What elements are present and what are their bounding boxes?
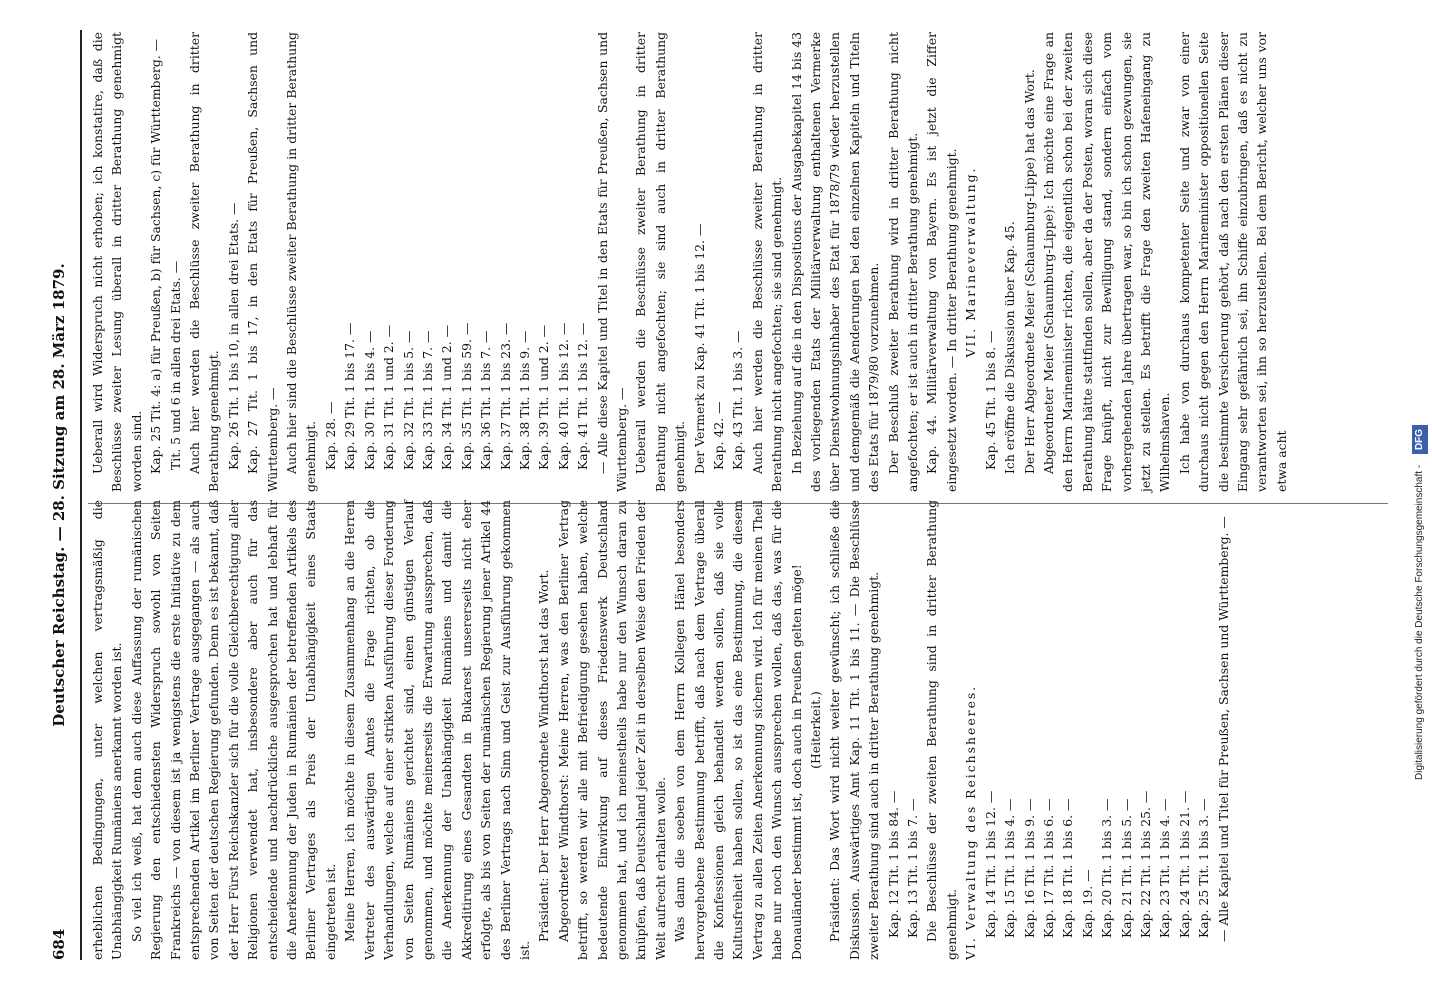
list-item: Kap. 13 Tit. 1 bis 7. — [905, 798, 921, 938]
list-item: Kap. 21 Tit. 1 bis 5. — [1118, 798, 1134, 938]
paragraph: Auch hier werden die Beschlüsse zweiter Berathung in dritter Berathung nicht angefochten; sie sind genehmigt. [749, 32, 785, 492]
list-item: Kap. 37 Tit. 1 bis 23. — [497, 322, 513, 470]
list-item: Kap. 33 Tit. 1 bis 7. — [419, 330, 435, 470]
list-item: Kap. 29 Tit. 1 bis 17. — [342, 322, 358, 470]
page-header [50, 30, 76, 960]
paragraph: Auch hier werden die Beschlüsse zweiter Berathung in dritter Berathung genehmigt. [187, 32, 222, 492]
section-heading: VI. Verwaltung des Reichsheeres. [963, 684, 979, 960]
list-item: Kap. 30 Tit. 1 bis 4. — [361, 330, 377, 470]
list-item: Kap. 18 Tit. 1 bis 6. — [1060, 798, 1076, 938]
paragraph: So viel ich weiß, hat denn auch diese Auffassung der rumänischen Regierung den entschiedensten Widerspruch sowohl von Seiten Frankreichs — von diesem ist ja wenigstens die erste Initiative zu dem entsprechenden Artikel im Berliner Vertrage ausgegangen — als auch von Seiten der deutschen Regierung gefunden. Denn es ist bekannt, daß der Herr Fürst Reichskanzler sich für die volle Gleichberechtigung aller Religionen verwendet hat, insbesondere aber auch für das entscheidende und nachdrückliche ausgesprochen hat und lebhaft für die Anerkennung der Juden in Rumänien der betreffenden Artikels des Berliner Vertrages als Preis der Unabhängigkeit eines Staats eingetreten ist. [128, 500, 338, 960]
paragraph: Auch hier sind die Beschlüsse zweiter Berathung in dritter Berathung genehmigt. [284, 32, 319, 492]
paragraph: erheblichen Bedingungen, unter welchen vertragsmäßig die Unabhängigkeit Rumäniens anerkannt worden ist. [90, 500, 125, 960]
list-item: Kap. 40 Tit. 1 bis 12. — [555, 322, 571, 470]
paragraph: Kap. 25 Tit. 4: a) für Preußen, b) für Sachsen, c) für Württemberg. — [148, 38, 164, 474]
list-item: Kap. 22 Tit. 1 bis 25. — [1137, 790, 1153, 938]
digitization-notice: Digitalisierung gefördert durch die Deutsche Forschungsgemeinschaft - [1414, 464, 1425, 780]
list-item: Kap. 39 Tit. 1 und 2. — [536, 324, 552, 470]
paragraph: Abgeordneter Windthorst: Meine Herren, was den Berliner Vertrag betrifft, so werden wir alle mit Befriedigung gesehen haben, welche bedeutende Einwirkung auf dieses Friedenswerk Deutschland genommen hat, und ich meinestheils habe nur den Wunsch daran zu knüpfen, daß Deutschland jeder Zeit in derselben Weise den Frieden der Welt aufrecht erhalten wolle. [555, 500, 668, 960]
page-title: Deutscher Reichstag. — 28. Sitzung am 28. März 1879. [50, 263, 68, 727]
paragraph: Die Beschlüsse der zweiten Berathung sind in dritter Berathung genehmigt. [924, 500, 959, 960]
paragraph: Was dann die soeben von dem Herrn Kollegen Hänel besonders hervorgehobene Bestimmung betrifft, daß nach dem Vertrage überall die Konfessionen gleich behandelt werden sollen, daß sie volle Kultusfreiheit haben sollen, so ist das eine Bestimmung, die diesem Vertrag zu allen Zeiten Anerkennung sichern wird. Ich für meinen Theil habe nur noch den Wunsch aussprechen wollen, daß das, was für die Donauländer bestimmt ist, doch auch in Preußen gelten möge! [672, 500, 804, 960]
paragraph: Der Herr Abgeordnete Meier (Schaumburg-Lippe) hat das Wort. [1021, 69, 1037, 474]
paragraph: Präsident: Der Herr Abgeordnete Windthorst hat das Wort. [536, 569, 552, 942]
list-item: Kap. 16 Tit. 1 bis 9. — [1021, 798, 1037, 938]
list-item: Kap. 23 Tit. 1 bis 4. — [1157, 798, 1173, 938]
list-item: Kap. 42. — [711, 401, 726, 470]
digitization-sidebar [1408, 0, 1432, 1000]
paragraph: Präsident: Das Wort wird nicht weiter gewünscht; ich schließe die Diskussion. Auswärtiges Amt Kap. 11 Tit. 1 bis 11. — Die Beschlüsse zweiter Berathung sind auch in dritter Berathung genehmigt. [827, 500, 882, 960]
page-number: 684 [50, 928, 68, 960]
list-item: Kap. 34 Tit. 1 und 2. — [439, 324, 455, 470]
list-item: Kap. 32 Tit. 1 bis 5. — [400, 330, 416, 470]
list-item: Kap. 28. — [322, 401, 338, 470]
list-item: Kap. 38 Tit. 1 bis 9. — [516, 330, 532, 470]
header-rule [80, 30, 82, 960]
paragraph: Kap. 44. Militärverwaltung von Bayern. Es ist jetzt die Ziffer eingesetzt worden. — In dritter Berathung genehmigt. [924, 32, 959, 492]
paragraph: Meine Herren, ich möchte in diesem Zusammenhang an die Herren Vertreter des auswärtigen Amtes die Frage richten, ob die Verhandlungen, welche auf einer strikten Ausführung dieser Forderung von Seiten Rumäniens gerichtet sind, einen günstigen Verlauf genommen, und möchte meinerseits die Erwartung aussprechen, daß die Anerkennung der Unabhängigkeit Rumäniens und damit die Akkreditirung eines Gesandten in Bukarest unsererseits nicht eher erfolgte, als bis von Seiten der rumänischen Regierung jener Artikel 44 des Berliner Vertrags nach Sinn und Geist zur Ausführung gekommen ist. [342, 500, 532, 960]
paragraph: Abgeordneter Meier (Schaumburg-Lippe): Ich möchte eine Frage an den Herrn Marineminister richten, die eigentlich schon bei der zweiten Berathung hätte stattfinden sollen, aber da der Posten, woran sich diese Frage knüpft, nicht zur Bewilligung stand, sondern einfach vom vorhergehenden Jahre übertragen war, so bin ich schon gezwungen, sie jetzt zu stellen. Es betrifft die Frage den zweiten Hafeneingang zu Wilhelmshaven. [1040, 32, 1173, 492]
paragraph: Ueberall wird Widerspruch nicht erhoben; ich konstatire, daß die Beschlüsse zweiter Lesung überall in dritter Berathung genehmigt worden sind. [90, 32, 144, 492]
list-item: Kap. 24 Tit. 1 bis 21. — [1176, 790, 1192, 938]
list-item: Kap. 43 Tit. 1 bis 3. — [730, 330, 746, 470]
right-column [88, 32, 1291, 492]
paragraph: Kap. 27 Tit. 1 bis 17, in den Etats für Preußen, Sachsen und Württemberg. — [245, 32, 280, 492]
list-item: Kap. 35 Tit. 1 bis 59. — [458, 322, 474, 470]
list-item: Kap. 26 Tit. 1 bis 10, in allen drei Etats. — [225, 202, 241, 470]
list-item: Kap. 36 Tit. 1 bis 7. — [478, 330, 494, 470]
list-item: Kap. 17 Tit. 1 bis 6. — [1040, 798, 1056, 938]
sidebar-rotated [1408, 0, 1432, 1000]
paragraph: In Beziehung auf die in den Dispositions der Ausgabekapitel 14 bis 43 des vorliegenden Etats der Militärverwaltung enthaltenen Vermerke über Dienstwohnungsinhaber des Etat für 1878/79 wieder herzustellen und demgemäß die Aenderungen bei den einzelnen Kapiteln und Titeln des Etats für 1879/80 vorzunehmen. [788, 32, 882, 492]
list-item: Kap. 20 Tit. 1 bis 3. — [1099, 798, 1115, 938]
paragraph: — Alle Kapitel und Titel für Preußen, Sachsen und Württemberg. — [1215, 516, 1231, 942]
list-item: Kap. 12 Tit. 1 bis 84. — [885, 790, 901, 938]
list-item: Kap. 19. — [1079, 869, 1095, 938]
paragraph: — Alle diese Kapitel und Titel in den Etats für Preußen, Sachsen und Württemberg. — [594, 32, 629, 492]
list-item: Kap. 15 Tit. 1 bis 4. — [1002, 798, 1018, 938]
list-item: Tit. 5 und 6 in allen drei Etats. — [167, 260, 183, 470]
list-item: Kap. 25 Tit. 1 bis 3. — [1196, 798, 1212, 938]
paragraph: Ueberall werden die Beschlüsse zweiter Berathung in dritter Berathung nicht angefochten; sie sind auch in dritter Berathung genehmigt. [633, 32, 688, 492]
list-item: Kap. 45 Tit. 1 bis 8. — [982, 330, 998, 470]
dfg-logo: DFG [1412, 425, 1428, 454]
list-item: Kap. 14 Tit. 1 bis 12. — [982, 790, 998, 938]
section-heading: VII. Marineverwaltung. [963, 166, 979, 358]
paragraph: Der Beschluß zweiter Berathung wird in dritter Berathung nicht angefochten; er ist auch in dritter Berathung genehmigt. [885, 32, 921, 492]
list-item: Kap. 41 Tit. 1 bis 12. — [575, 322, 591, 470]
paragraph: Ich eröffne die Diskussion über Kap. 45. [1002, 221, 1018, 474]
left-column [88, 500, 1233, 960]
paragraph: Ich habe von durchaus kompetenter Seite und zwar von einer durchaus nicht gegen den Herrn Marineminister oppositionellen Seite die bestimmte Versicherung gehört, daß nach den ersten Plänen dieser Eingang sehr gefährlich sei, ihn Schiffe einzubringen, daß es nicht zu verantworten sei, ihn so herzustellen. Bei dem Bericht, welcher uns vor etwa acht [1176, 32, 1289, 492]
paragraph: Der Vermerk zu Kap. 41 Tit. 1 bis 12. — [691, 223, 707, 474]
paragraph: (Heiterkeit.) [808, 691, 824, 769]
list-item: Kap. 31 Tit. 1 und 2. — [381, 324, 397, 470]
